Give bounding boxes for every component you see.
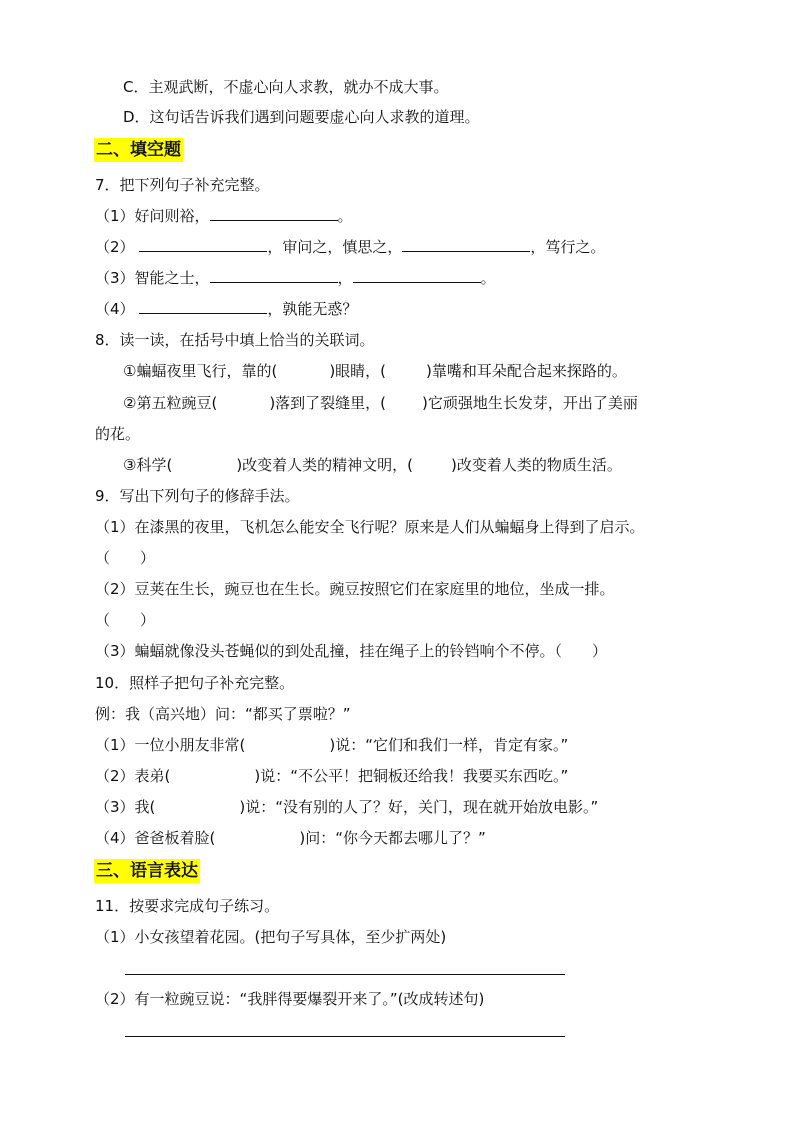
q9-item-2: （2）豆荚在生长，豌豆也在生长。豌豆按照它们在家庭里的地位，坐成一排。 bbox=[95, 580, 615, 598]
section-header-fill-blank: 二、填空题 bbox=[96, 140, 181, 160]
q8-title: 8．读一读，在括号中填上恰当的关联词。 bbox=[95, 331, 375, 349]
q11-item-1: （1）小女孩望着花园。(把句子写具体，至少扩两处) bbox=[95, 928, 447, 946]
q7-item-2: （2） ，审问之，慎思之， ，笃行之。 bbox=[95, 238, 606, 256]
q9-item-1: （1）在漆黑的夜里，飞机怎么能安全飞行呢？原来是人们从蝙蝠身上得到了启示。 bbox=[95, 518, 645, 536]
q9-item-1-answer[interactable]: （ ） bbox=[95, 549, 156, 567]
q8-item-1: ①蝙蝠夜里飞行，靠的( )眼睛，( )靠嘴和耳朵配合起来探路的。 bbox=[123, 362, 627, 380]
q11-answer-line-2[interactable] bbox=[125, 1036, 565, 1037]
q11-title: 11．按要求完成句子练习。 bbox=[95, 897, 280, 915]
q9-title: 9．写出下列句子的修辞手法。 bbox=[95, 487, 300, 505]
q7-title: 7．把下列句子补充完整。 bbox=[95, 176, 270, 194]
q10-item-1: （1）一位小朋友非常( )说：“它们和我们一样，肯定有家。” bbox=[95, 736, 569, 754]
q7-blank-3b[interactable] bbox=[353, 268, 481, 283]
q7-item-4: （4） ，孰能无惑？ bbox=[95, 300, 358, 318]
option-d: D．这句话告诉我们遇到问题要虚心向人求教的道理。 bbox=[123, 108, 480, 126]
q7-blank-4[interactable] bbox=[139, 299, 267, 314]
q8-item-3: ③科学( )改变着人类的精神文明，( )改变着人类的物质生活。 bbox=[123, 456, 622, 474]
q7-blank-1[interactable] bbox=[210, 206, 338, 221]
q7-item-1: （1）好问则裕， 。 bbox=[95, 207, 353, 225]
q10-item-2: （2）表弟( )说：“不公平！把铜板还给我！我要买东西吃。” bbox=[95, 767, 569, 785]
option-c: C．主观武断，不虚心向人求教，就办不成大事。 bbox=[123, 78, 449, 96]
q10-title: 10．照样子把句子补充完整。 bbox=[95, 674, 295, 692]
q9-item-2-answer[interactable]: （ ） bbox=[95, 611, 156, 629]
q9-item-3: （3）蝙蝠就像没头苍蝇似的到处乱撞，挂在绳子上的铃铛响个不停。（ ） bbox=[95, 642, 608, 660]
q7-blank-2b[interactable] bbox=[402, 237, 530, 252]
q7-item-3: （3）智能之士， ， 。 bbox=[95, 269, 496, 287]
q8-item-2: ②第五粒豌豆( )落到了裂缝里，( )它顽强地生长发芽，开出了美丽 bbox=[123, 394, 638, 412]
q7-blank-2a[interactable] bbox=[139, 237, 267, 252]
q10-example: 例：我（高兴地）问：“都买了票啦？” bbox=[95, 705, 351, 723]
q10-item-4: （4）爸爸板着脸( )问：“你今天都去哪儿了？” bbox=[95, 829, 486, 847]
section-header-expression: 三、语言表达 bbox=[96, 861, 198, 881]
q11-item-2: （2）有一粒豌豆说：“我胖得要爆裂开来了。”(改成转述句) bbox=[95, 990, 485, 1008]
q10-item-3: （3）我( )说：“没有别的人了？好，关门，现在就开始放电影。” bbox=[95, 798, 599, 816]
q11-answer-line-1[interactable] bbox=[125, 974, 565, 975]
q8-item-2-cont: 的花。 bbox=[95, 425, 141, 443]
q7-blank-3a[interactable] bbox=[210, 268, 338, 283]
